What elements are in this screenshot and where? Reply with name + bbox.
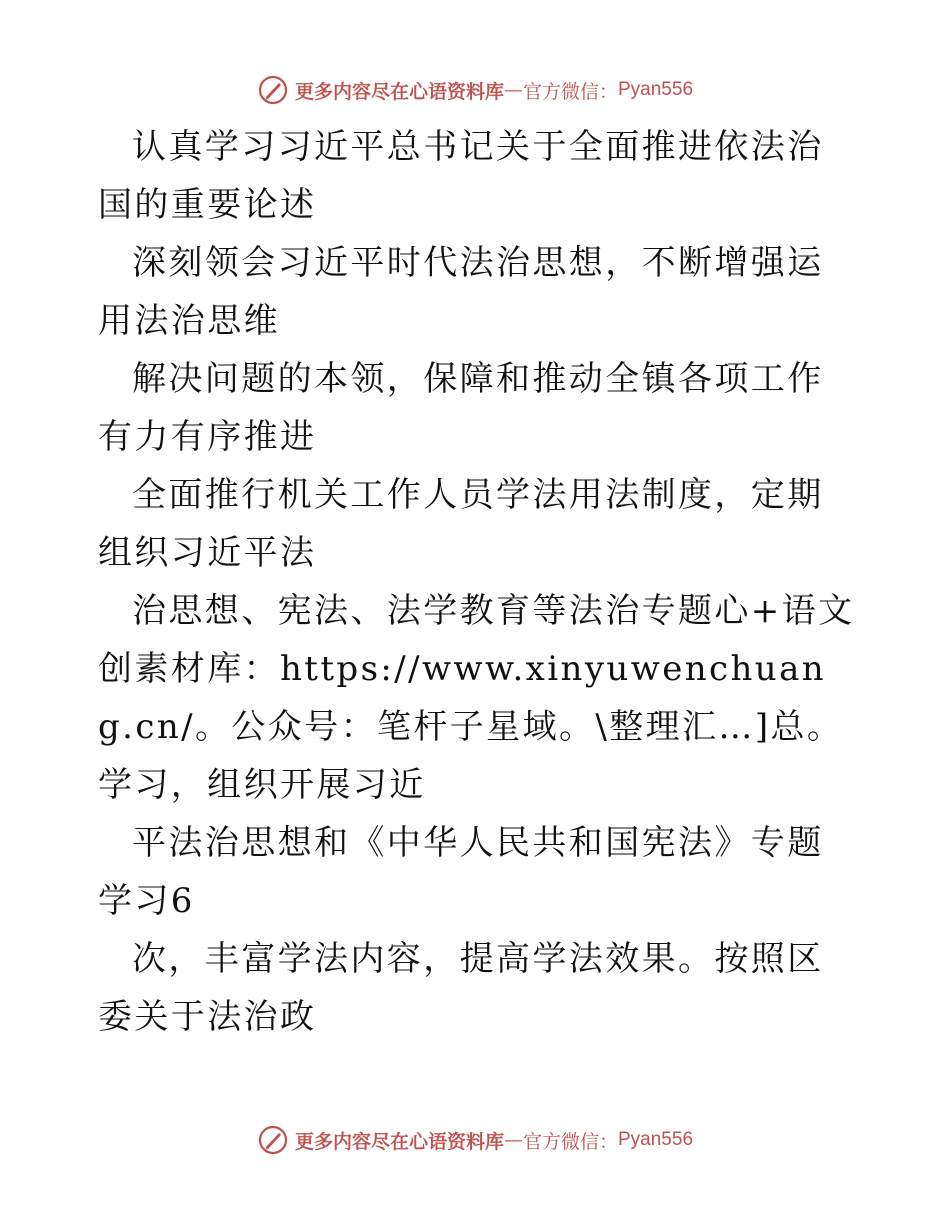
page-header-banner <box>0 70 950 110</box>
header-wechat-label: 官方微信： <box>522 80 618 103</box>
header-brand-text: 更多内容尽在心语资料库 <box>294 80 504 103</box>
paragraph-3: 解决问题的本领，保障和推动全镇各项工作有力有序推进 <box>98 359 824 457</box>
quill-pen-icon <box>257 1124 289 1156</box>
footer-separator: — <box>503 1129 523 1151</box>
page-footer-banner <box>0 1120 950 1160</box>
header-wechat-id: Pyan556 <box>618 79 694 100</box>
footer-wechat-label: 官方微信： <box>522 1130 618 1153</box>
header-separator: — <box>503 79 523 101</box>
paragraph-5: 治思想、宪法、法学教育等法治专题心+语文创素材库：https://www.xinyuwenchuang.cn/。公众号：笔杆子星域。\整理汇…]总。学习，组织开展习近 <box>98 591 855 805</box>
paragraph-2: 深刻领会习近平时代法治思想，不断增强运用法治思维 <box>98 243 824 341</box>
quill-pen-icon <box>257 74 289 106</box>
paragraph-1: 认真学习习近平总书记关于全面推进依法治国的重要论述 <box>98 127 824 225</box>
document-body <box>98 118 858 1046</box>
paragraph-6: 平法治思想和《中华人民共和国宪法》专题学习6 <box>98 823 824 921</box>
paragraph-7: 次，丰富学法内容，提高学法效果。按照区委关于法治政 <box>98 939 824 1037</box>
footer-brand-text: 更多内容尽在心语资料库 <box>294 1130 504 1153</box>
paragraph-4: 全面推行机关工作人员学法用法制度，定期组织习近平法 <box>98 475 824 573</box>
footer-wechat-id: Pyan556 <box>618 1129 694 1150</box>
